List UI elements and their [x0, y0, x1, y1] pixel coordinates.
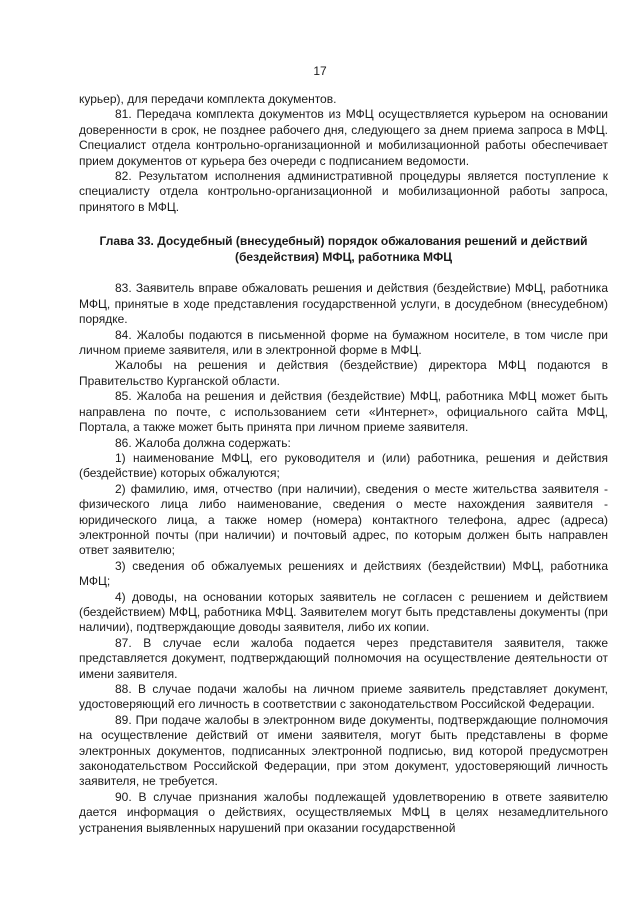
- paragraph-86-item-1: 1) наименование МФЦ, его руководителя и (или) работника, решения и действия (бездействие) которых обжалуются;: [79, 450, 608, 481]
- paragraph-86: 86. Жалоба должна содержать:: [115, 435, 291, 450]
- paragraph-86-item-3: 3) сведения об обжалуемых решениях и действиях (бездействии) МФЦ, работника МФЦ;: [79, 558, 608, 589]
- paragraph-83: 83. Заявитель вправе обжаловать решения и действия (бездействие) МФЦ, работника МФЦ, принятые в ходе представления государственной услуги, в досудебном (внесудебном) порядке.: [79, 281, 608, 327]
- paragraph-82: 82. Результатом исполнения административной процедуры является поступление к специалисту отдела контрольно-организационной и мобилизационной работы запроса, принятого в МФЦ.: [79, 169, 608, 214]
- paragraph-85: 85. Жалоба на решения и действия (бездействие) МФЦ, работника МФЦ может быть направлена по почте, с использованием сети «Интернет», официального сайта МФЦ, Портала, а также может быть принята при личном приеме заявителя.: [79, 389, 608, 435]
- paragraph-90: 90. В случае признания жалобы подлежащей удовлетворению в ответе заявителю дается информация о действиях, осуществляемых МФЦ в целях незамедлительного устранения выявленных нарушений при оказании государственной: [79, 789, 608, 835]
- paragraph-86-item-2: 2) фамилию, имя, отчество (при наличии), сведения о месте жительства заявителя - физического лица либо наименование, сведения о месте нахождения заявителя - юридического лица, а также номер (номера) контактного телефона, адрес (адреса) электронной почты (при наличии) и почтовый адрес, по которым должен быть направлен ответ заявителю;: [79, 481, 608, 558]
- paragraph-86-item-4: 4) доводы, на основании которых заявитель не согласен с решением и действием (бездействием) МФЦ, работника МФЦ. Заявителем могут быть представлены документы (при наличии), подтверждающие доводы заявителя, либо их копии.: [79, 589, 608, 635]
- paragraph-87: 87. В случае если жалоба подается через представителя заявителя, также представляется документ, подтверждающий полномочия на осуществление деятельности от имени заявителя.: [79, 635, 608, 681]
- paragraph-84-continued: Жалобы на решения и действия (бездействие) директора МФЦ подаются в Правительство Курганской области.: [79, 358, 608, 388]
- paragraph-88: 88. В случае подачи жалобы на личном приеме заявитель представляет документ, удостоверяющий его личность в соответствии с законодательством Российской Федерации.: [79, 682, 608, 712]
- paragraph-89: 89. При подаче жалобы в электронном виде документы, подтверждающие полномочия на осуществление действий от имени заявителя, могут быть представлены в форме электронных документов, подписанных электронной подписью, вид которой предусмотрен законодательством Российской Федерации, при этом документ, удостоверяющий личность заявителя, не требуется.: [79, 712, 608, 789]
- page-number: 17: [313, 64, 327, 78]
- paragraph-81: 81. Передача комплекта документов из МФЦ осуществляется курьером на основании доверенности в срок, не позднее рабочего дня, следующего за днем приема запроса в МФЦ. Специалист отдела контрольно-организационной и мобилизационной работы обеспечивает прием документов от курьера без очереди с подписанием ведомости.: [79, 107, 608, 168]
- paragraph-continuation: курьер), для передачи комплекта документов.: [79, 92, 337, 106]
- paragraph-84: 84. Жалобы подаются в письменной форме на бумажном носителе, в том числе при личном приеме заявителя, или в электронной форме в МФЦ.: [79, 327, 608, 358]
- document-body: [79, 92, 608, 836]
- chapter-heading: Глава 33. Досудебный (внесудебный) порядок обжалования решений и действий (бездействия) МФЦ, работника МФЦ: [99, 234, 588, 264]
